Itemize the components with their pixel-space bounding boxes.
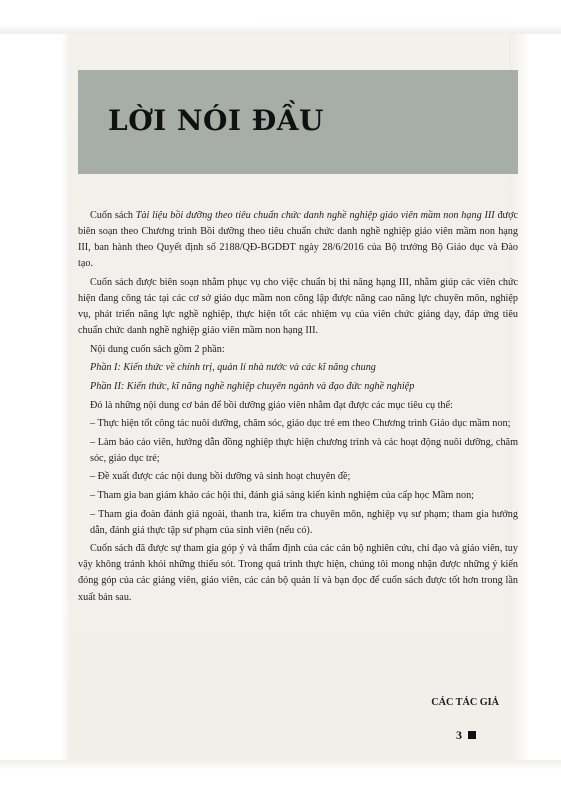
purpose-paragraph: Cuốn sách được biên soạn nhằm phục vụ cho việc chuẩn bị thi nâng hạng III, nhằm giúp các viên chức hiện đang công tác tại các cơ sở giáo dục mầm non công lập được nâng cao năng lực chuyên môn, nghiệp vụ, phát triển năng lực nghề nghiệp, thực hiện tốt các nhiệm vụ của viên chức giảng dạy, đáp ứng tiêu chuẩn chức danh nghề nghiệp giáo viên mầm non hạng III. [78,276,518,337]
book-title: Tài liệu bồi dưỡng theo tiêu chuẩn chức danh nghề nghiệp giáo viên mầm non hạng III [135,210,495,221]
page-left-margin [0,0,70,786]
goal-item: – Làm báo cáo viên, hướng dẫn đồng nghiệp thực hiện chương trình và các hoạt động nuôi dưỡng, chăm sóc, giáo dục trẻ; [90,436,518,464]
part-one [78,360,518,376]
page-bottom-margin [0,760,561,786]
preface-body [78,208,518,608]
intro-paragraph [78,208,518,272]
closing-paragraph: Cuốn sách đã được sự tham gia góp ý và thẩm định của các cán bộ nghiên cứu, chỉ đạo và giáo viên, tuy vậy không tránh khỏi những thiếu sót. Trong quá trình thực hiện, chúng tôi mong nhận được những ý kiến đóng góp của các giảng viên, giáo viên, các cán bộ quản lí và bạn đọc để cuốn sách được tốt hơn trong lần xuất bản sau. [78,543,518,603]
content-intro: Nội dung cuốn sách gồm 2 phần: [90,343,225,355]
goal-item: – Đề xuất được các nội dung bồi dưỡng và sinh hoạt chuyên đề; [90,471,351,483]
intro-prefix: Cuốn sách [90,210,136,221]
intro-rest: được biên soạn theo Chương trình Bồi dưỡng theo tiêu chuẩn chức danh nghề nghiệp giáo viên mầm non hạng III, ban hành theo Quyết định số 2188/QĐ-BGDĐT ngày 28/6/2016 của Bộ trưởng Bộ Giáo dục và Đào tạo. [78,210,518,270]
part-two-text: Phần II: Kiến thức, kĩ năng nghề nghiệp chuyên ngành và đạo đức nghề nghiệp [90,380,415,392]
goal-item: – Thực hiện tốt công tác nuôi dưỡng, chăm sóc, giáo dục trẻ em theo Chương trình Giáo dục mầm non; [90,418,511,430]
part-two [78,379,518,395]
part-one-text: Phần I: Kiến thức về chính trị, quản lí nhà nước và các kĩ năng chung [90,362,376,374]
page-marker-square [468,731,476,739]
page-top-margin [0,0,561,34]
goals-intro: Đó là những nội dung cơ bản để bồi dưỡng giáo viên nhằm đạt được các mục tiêu cụ thể: [90,399,453,411]
page-title: LỜI NÓI ĐẦU [108,104,324,137]
page-number: 3 [456,728,462,742]
authors-signature: CÁC TÁC GIẢ [431,697,499,708]
goal-item: – Tham gia đoàn đánh giá ngoài, thanh tra, kiểm tra chuyên môn, nghiệp vụ sư phạm; tham gia hướng dẫn, đánh giá thực tập sư phạm của sinh viên (nếu có). [90,508,518,536]
goal-item: – Tham gia ban giám khảo các hội thi, đánh giá sáng kiến kinh nghiệm của cấp học Mầm non; [90,490,475,501]
